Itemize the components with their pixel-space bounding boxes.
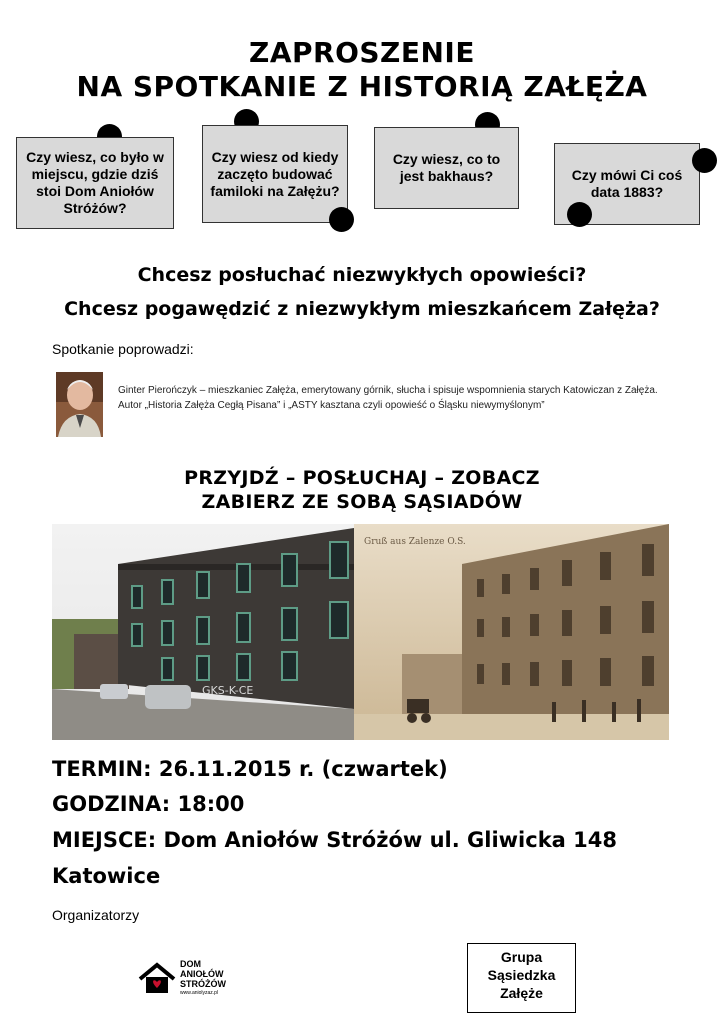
decorative-dot <box>567 202 592 227</box>
question-box-3: Czy wiesz, co to jest bakhaus? <box>374 127 519 209</box>
event-city: Katowice <box>52 864 161 888</box>
page-title-line1: ZAPROSZENIE <box>249 36 475 69</box>
question-box-4: Czy mówi Ci coś data 1883? <box>554 143 700 225</box>
decorative-dot <box>692 148 717 173</box>
decorative-dot <box>329 207 354 232</box>
question-box-2: Czy wiesz od kiedy zaczęto budować familoki na Załężu? <box>202 125 348 223</box>
question-box-1: Czy wiesz, co było w miejscu, gdzie dziś stoi Dom Aniołów Stróżów? <box>16 137 174 229</box>
cta-line2: ZABIERZ ZE SOBĄ SĄSIADÓW <box>201 491 523 513</box>
lead-question-2: Chcesz pogawędzić z niezwykłym mieszkańcem Załęża? <box>64 298 660 320</box>
grupa-sasiedzka-box <box>467 943 576 1013</box>
page-title-line2: NA SPOTKANIE Z HISTORIĄ ZAŁĘŻA <box>76 70 648 103</box>
postcard-caption: Gruß aus Zalenze O.S. <box>364 537 466 547</box>
event-place: MIEJSCE: Dom Aniołów Stróżów ul. Gliwicka 148 <box>52 828 617 852</box>
cta-line1: PRZYJDŹ – POSŁUCHAJ – ZOBACZ <box>184 467 540 489</box>
lead-question-1: Chcesz posłuchać niezwykłych opowieści? <box>137 264 587 286</box>
graffiti-text: GKS-K-CE <box>202 684 254 697</box>
host-bio: Ginter Pierończyk – mieszkaniec Załęża, emerytowany górnik, słucha i spisuje wspomnienia starych Katowiczan z Załęża. Autor „Historia Załęża Cegłą Pisana” i „ASTY kasztana czyli opowieść o Śląsku niewymyślonym” <box>118 385 658 411</box>
group-line3: Załęże <box>500 985 543 1001</box>
host-portrait <box>56 372 103 437</box>
street-photo-collage <box>52 524 669 740</box>
host-label: Spotkanie poprowadzi: <box>52 341 194 357</box>
group-line1: Grupa <box>500 949 543 965</box>
group-line2: Sąsiedzka <box>487 967 556 983</box>
logo-line3: STRÓŻÓW <box>180 979 226 989</box>
logo-url: www.aniolyzaz.pl <box>180 990 219 996</box>
event-date: TERMIN: 26.11.2015 r. (czwartek) <box>52 757 448 781</box>
event-time: GODZINA: 18:00 <box>52 792 245 816</box>
dom-aniolow-strozow-logo <box>138 957 238 1005</box>
logo-line1: DOM <box>180 959 201 969</box>
organizers-label: Organizatorzy <box>52 907 140 923</box>
house-icon <box>138 961 176 995</box>
logo-line2: ANIOŁÓW <box>180 969 224 979</box>
